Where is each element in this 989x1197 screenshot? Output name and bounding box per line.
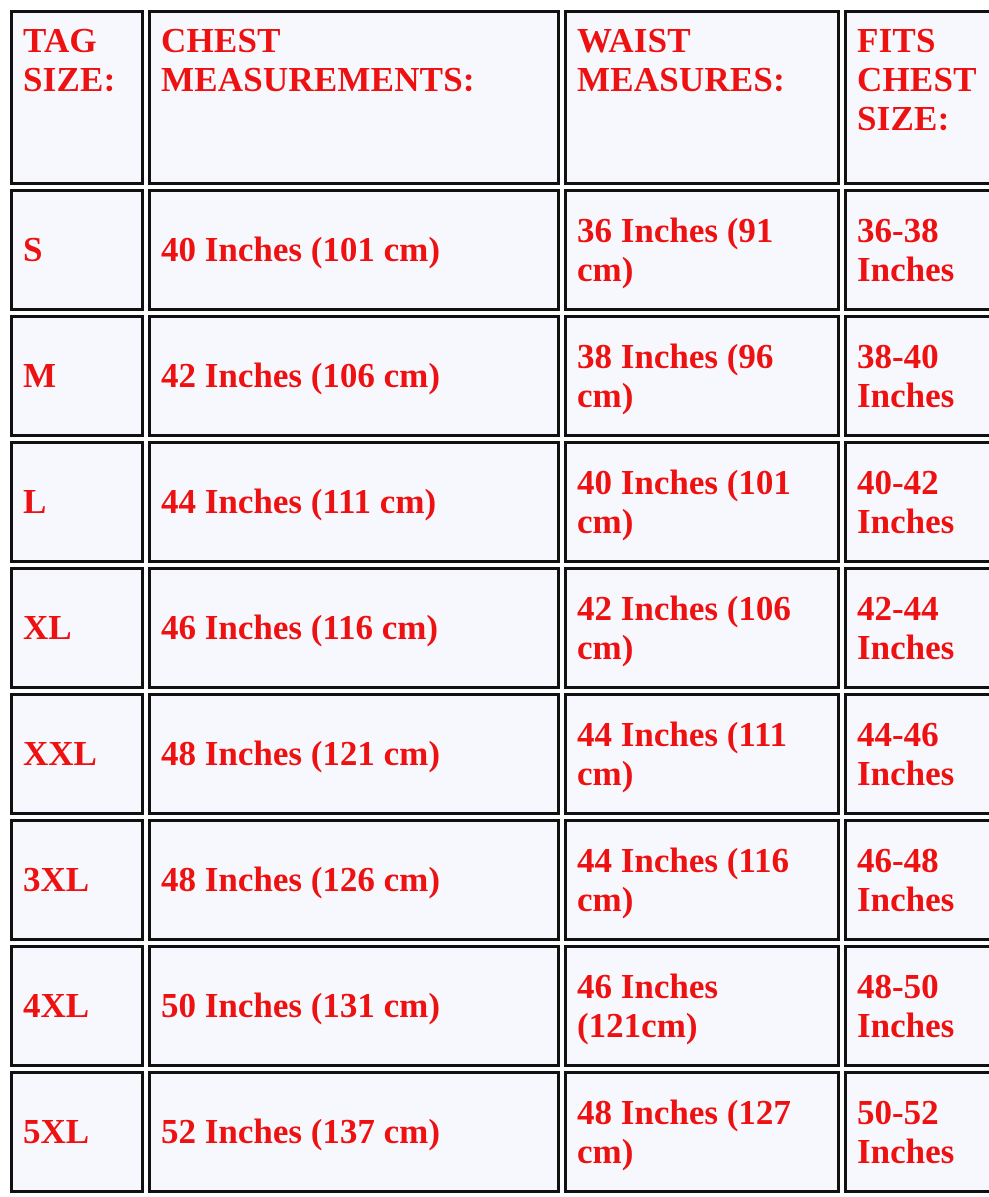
cell-fits xyxy=(844,441,989,563)
cell-chest xyxy=(148,693,560,815)
cell-waist xyxy=(564,315,840,437)
cell-chest-value: 44 Inches (111 cm) xyxy=(161,482,437,522)
cell-fits xyxy=(844,315,989,437)
cell-tag-size-value: 3XL xyxy=(23,860,90,900)
table-row xyxy=(10,567,989,689)
cell-tag-size xyxy=(10,441,144,563)
cell-waist xyxy=(564,819,840,941)
cell-waist xyxy=(564,1071,840,1193)
cell-chest-value: 48 Inches (121 cm) xyxy=(161,734,440,774)
cell-chest-value: 42 Inches (106 cm) xyxy=(161,356,440,396)
cell-chest xyxy=(148,315,560,437)
cell-waist xyxy=(564,441,840,563)
cell-tag-size-value: XXL xyxy=(23,734,97,774)
cell-waist xyxy=(564,693,840,815)
cell-waist-value: 40 Inches (101 cm) xyxy=(577,462,791,541)
cell-chest xyxy=(148,1071,560,1193)
table-row xyxy=(10,693,989,815)
cell-waist-value: 42 Inches (106 cm) xyxy=(577,588,791,667)
cell-chest xyxy=(148,189,560,311)
cell-tag-size xyxy=(10,189,144,311)
cell-tag-size-value: 5XL xyxy=(23,1112,90,1152)
table-body xyxy=(10,189,989,1193)
cell-waist xyxy=(564,189,840,311)
cell-fits-value: 44-46 Inches xyxy=(857,714,955,793)
cell-waist xyxy=(564,945,840,1067)
cell-waist-value: 36 Inches (91 cm) xyxy=(577,210,774,289)
column-header-chest-measurements xyxy=(148,10,560,185)
cell-fits-value: 42-44 Inches xyxy=(857,588,955,667)
cell-fits xyxy=(844,693,989,815)
table-row xyxy=(10,315,989,437)
column-header-tag-size-label: TAG SIZE: xyxy=(23,21,116,100)
cell-tag-size-value: M xyxy=(23,356,57,396)
cell-tag-size-value: XL xyxy=(23,608,72,648)
cell-fits-value: 50-52 Inches xyxy=(857,1092,955,1171)
cell-fits xyxy=(844,567,989,689)
cell-waist-value: 44 Inches (116 cm) xyxy=(577,840,789,919)
cell-fits xyxy=(844,819,989,941)
cell-waist-value: 38 Inches (96 cm) xyxy=(577,336,774,415)
cell-waist-value: 44 Inches (111 cm) xyxy=(577,714,788,793)
cell-waist-value: 48 Inches (127 cm) xyxy=(577,1092,791,1171)
cell-tag-size-value: S xyxy=(23,230,43,270)
cell-tag-size xyxy=(10,567,144,689)
column-header-chest-measurements-label: CHEST MEASUREMENTS: xyxy=(161,21,475,100)
column-header-fits-chest-size-label: FITS CHEST SIZE: xyxy=(857,21,977,139)
cell-tag-size xyxy=(10,693,144,815)
cell-chest xyxy=(148,819,560,941)
cell-fits xyxy=(844,945,989,1067)
cell-fits-value: 46-48 Inches xyxy=(857,840,955,919)
cell-tag-size xyxy=(10,1071,144,1193)
cell-tag-size-value: 4XL xyxy=(23,986,90,1026)
cell-chest-value: 40 Inches (101 cm) xyxy=(161,230,440,270)
cell-chest-value: 50 Inches (131 cm) xyxy=(161,986,440,1026)
size-chart-table xyxy=(6,6,989,1197)
column-header-tag-size xyxy=(10,10,144,185)
cell-waist-value: 46 Inches (121cm) xyxy=(577,966,718,1045)
cell-waist xyxy=(564,567,840,689)
table-row xyxy=(10,945,989,1067)
table-row xyxy=(10,1071,989,1193)
table-row xyxy=(10,441,989,563)
column-header-waist-measures-label: WAIST MEASURES: xyxy=(577,21,785,100)
cell-tag-size xyxy=(10,945,144,1067)
table-header xyxy=(10,10,989,185)
cell-fits-value: 40-42 Inches xyxy=(857,462,955,541)
column-header-fits-chest-size xyxy=(844,10,989,185)
cell-tag-size-value: L xyxy=(23,482,47,522)
cell-chest xyxy=(148,945,560,1067)
cell-fits-value: 38-40 Inches xyxy=(857,336,955,415)
table-row xyxy=(10,189,989,311)
cell-tag-size xyxy=(10,315,144,437)
cell-chest xyxy=(148,441,560,563)
cell-chest-value: 46 Inches (116 cm) xyxy=(161,608,439,648)
cell-fits-value: 48-50 Inches xyxy=(857,966,955,1045)
cell-chest-value: 48 Inches (126 cm) xyxy=(161,860,440,900)
cell-fits xyxy=(844,189,989,311)
table-row xyxy=(10,819,989,941)
cell-fits xyxy=(844,1071,989,1193)
cell-chest xyxy=(148,567,560,689)
cell-tag-size xyxy=(10,819,144,941)
cell-chest-value: 52 Inches (137 cm) xyxy=(161,1112,440,1152)
column-header-waist-measures xyxy=(564,10,840,185)
cell-fits-value: 36-38 Inches xyxy=(857,210,955,289)
table-header-row xyxy=(10,10,989,185)
